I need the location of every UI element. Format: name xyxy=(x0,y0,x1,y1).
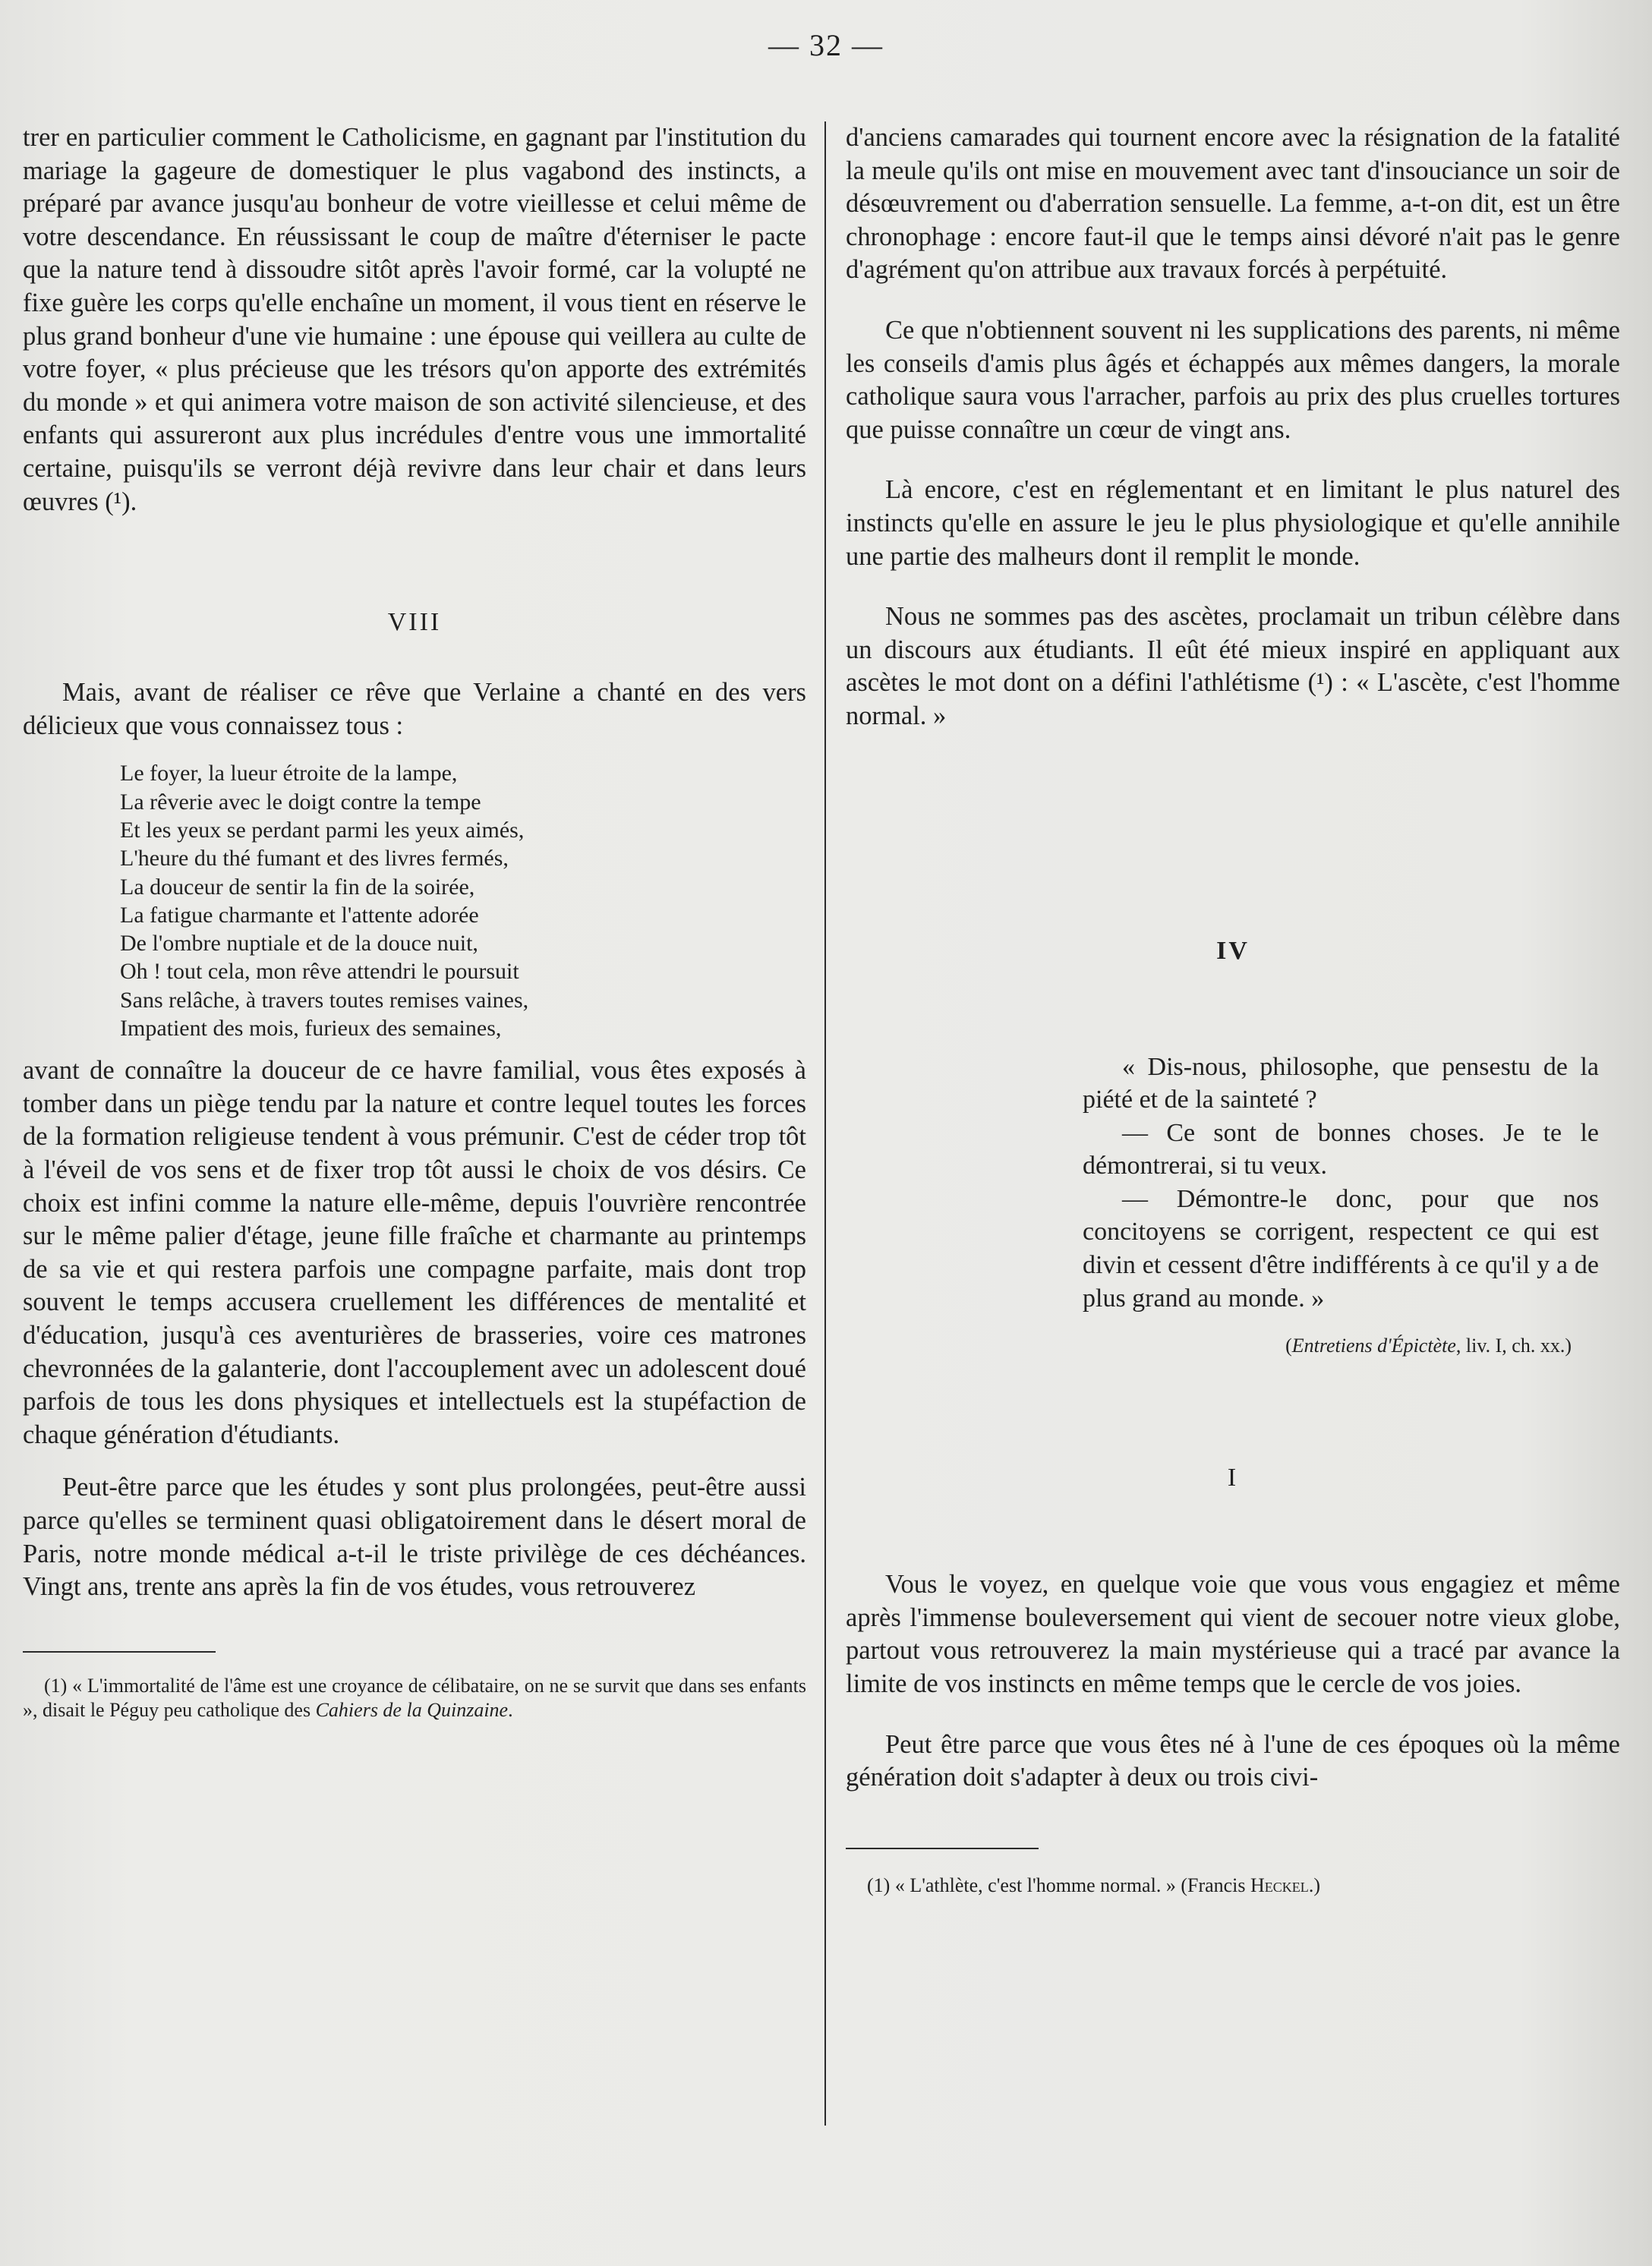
poem-line: Oh ! tout cela, mon rêve attendri le poursuit xyxy=(120,959,519,985)
quote-line: « Dis-nous, philosophe, que pensestu de la piété et de la sainteté ? xyxy=(1083,1052,1599,1114)
left-footnote xyxy=(23,1674,806,1722)
poem-line: Et les yeux se perdant parmi les yeux aimés, xyxy=(120,817,525,843)
poem-line: Sans relâche, à travers toutes remises vaines, xyxy=(120,987,529,1013)
column-divider xyxy=(824,121,826,2126)
poem-line: La rêverie avec le doigt contre la tempe xyxy=(120,789,481,815)
quote-source-rest: , liv. I, ch. xx.) xyxy=(1455,1335,1572,1357)
right-paragraph-5: Vous le voyez, en quelque voie que vous vous engagiez et même après l'immense bouleversement qui vient de secouer notre vieux globe, partout vous retrouverez la main mystérieuse qui a tracé par avance la limite de vos instincts en même temps que le cercle de vos joies. xyxy=(846,1570,1620,1699)
quote-source xyxy=(846,1335,1572,1357)
poem-line: Impatient des mois, furieux des semaines, xyxy=(120,1015,502,1041)
footnote-end: . xyxy=(508,1698,513,1721)
left-paragraph-1: trer en particulier comment le Catholicisme, en gagnant par l'institution du mariage la gageure de domestiquer le plus vagabond des instincts, a préparé par avance jusqu'au bonheur de votre vieillesse et celui même de votre descendance. En réussissant le coup de maître d'éterniser le pacte que la nature tend à dissoudre sitôt après l'avoir formé, car la volupté ne fixe guère les corps qu'elle enchaîne un moment, il vous tient en réserve le plus grand bonheur d'une vie humaine : une épouse qui veillera au culte de votre foyer, « plus précieuse que les trésors qu'on apporte des extrémités du monde » et qui animera votre maison de son activité silencieuse, et des enfants qui assureront aux plus incrédules d'entre vous une immortalité certaine, puisqu'ils se verront déjà revivre dans leur chair et dans leurs œuvres (¹). xyxy=(23,123,806,516)
poem-line: La fatigue charmante et l'attente adorée xyxy=(120,902,479,928)
left-paragraph-3: avant de connaître la douceur de ce havre familial, vous êtes exposés à tomber dans un piège tendu par la nature et contre lequel toutes les forces de la formation religieuse tendent à vous prémunir. C'est de céder trop tôt à l'éveil de vos sens et de fixer trop tôt aussi le choix de vos désirs. Ce choix est infini comme la nature elle-même, depuis l'ouvrière rencontrée sur le même palier d'étage, jeune fille fraîche et charmante au printemps de sa vie et qui restera parfois une compagne parfaite, mais dont trop souvent le temps accusera cruellement les différences de mentalité et d'éducation, jusqu'à ces aventurières de brasseries, voire ces matrones chevronnées de la galanterie, dont l'accouplement avec un adolescent doué parfois de tous les dons physiques et intellectuels est la stupéfaction de chaque génération d'étudiants. xyxy=(23,1056,806,1449)
poem-line: L'heure du thé fumant et des livres fermés, xyxy=(120,846,509,871)
right-paragraph-4: Nous ne sommes pas des ascètes, proclamait un tribun célèbre dans un discours aux étudiants. Il eût été mieux inspiré en appliquant aux ascètes le mot dont on a défini l'athlétisme (¹) : « L'ascète, c'est l'homme normal. » xyxy=(846,602,1620,730)
right-column xyxy=(846,121,1620,1898)
quote-line: — Ce sont de bonnes choses. Je te le démontrerai, si tu veux. xyxy=(1083,1118,1599,1180)
footnote-rule xyxy=(23,1651,216,1653)
footnote-italic-title: Cahiers de la Quinzaine xyxy=(315,1698,509,1721)
quote-source-open: ( xyxy=(1285,1335,1292,1357)
page-number: — 32 — xyxy=(768,28,884,62)
right-paragraph-3: Là encore, c'est en réglementant et en limitant le plus naturel des instincts qu'elle en assure le jeu le plus physiologique et qu'elle annihile une partie des malheurs dont il remplit le monde. xyxy=(846,475,1620,571)
quote-line: — Démontre-le donc, pour que nos concitoyens se corrigent, respectent ce qui est divin et cessent d'être indifférents à ce qu'il y a de plus grand au monde. » xyxy=(1083,1184,1599,1313)
left-paragraph-4: Peut-être parce que les études y sont plus prolongées, peut-être aussi parce qu'elles se terminent quasi obligatoirement dans le désert moral de Paris, notre monde médical a-t-il le triste privilège de ces déchéances. Vingt ans, trente ans après la fin de vos études, vous retrouverez xyxy=(23,1473,806,1602)
poem-line: De l'ombre nuptiale et de la douce nuit, xyxy=(120,931,478,957)
footnote-end: .) xyxy=(1308,1874,1320,1896)
verlaine-poem xyxy=(120,759,806,1042)
poem-line: La douceur de sentir la fin de la soirée, xyxy=(120,874,475,900)
right-footnote xyxy=(846,1874,1620,1898)
section-heading-viii: VIII xyxy=(387,608,442,637)
epictetus-quote xyxy=(1083,1051,1599,1316)
footnote-text: (1) « L'athlète, c'est l'homme normal. » (Francis xyxy=(867,1874,1251,1896)
poem-line: Le foyer, la lueur étroite de la lampe, xyxy=(120,761,458,786)
section-heading-i: I xyxy=(1227,1464,1239,1492)
left-paragraph-2: Mais, avant de réaliser ce rêve que Verlaine a chanté en des vers délicieux que vous connaissez tous : xyxy=(23,678,806,740)
left-column xyxy=(23,121,806,1722)
right-paragraph-6: Peut être parce que vous êtes né à l'une de ces époques où la même génération doit s'adapter à deux ou trois civi- xyxy=(846,1729,1620,1792)
section-heading-iv: IV xyxy=(1216,936,1250,965)
quote-source-title: Entretiens d'Épictète xyxy=(1291,1335,1456,1357)
footnote-text: (1) « L'immortalité de l'âme est une croyance de célibataire, on ne se survit que dans ses enfants », disait le Péguy peu catholique des xyxy=(23,1674,806,1721)
footnote-rule xyxy=(846,1848,1039,1849)
right-paragraph-1: d'anciens camarades qui tournent encore avec la résignation de la fatalité la meule qu'ils ont mise en mouvement avec tant d'insouciance un soir de désœuvrement ou d'aberration sensuelle. La femme, a-t-on dit, est un être chronophage : encore faut-il que le temps ainsi dévoré n'ait pas le genre d'agrément qu'on attribue aux travaux forcés à perpétuité. xyxy=(846,123,1620,285)
right-paragraph-2: Ce que n'obtiennent souvent ni les supplications des parents, ni même les conseils d'amis plus âgés et échappés aux mêmes dangers, la morale catholique saura vous l'arracher, parfois au prix des plus cruelles tortures que puisse connaître un cœur de vingt ans. xyxy=(846,315,1620,444)
footnote-author: Heckel xyxy=(1250,1874,1309,1896)
